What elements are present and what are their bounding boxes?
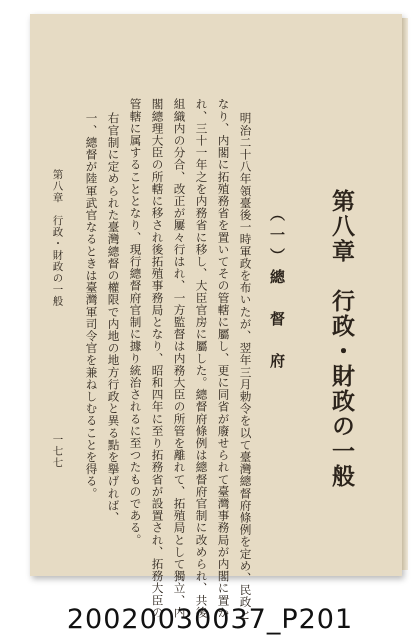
paragraph-line: 組織内の分合、改正が屢々行はれ、一方監督は内務大臣の所管を離れて、拓殖局として獨立、内 [172, 98, 187, 619]
running-footer: 第八章 行政・財政の一般 [51, 169, 64, 307]
paragraph-line: 右官制に定められた臺灣總督の權限で内地の地方行政と異る點を擧げれば、 [106, 112, 121, 524]
paragraph-line: なり、内閣に拓殖務省を置いてその管轄に屬し、更に同省が廢せられて臺灣事務局が内閣に置か [216, 98, 231, 619]
image-caption: 20020030037_P201 [66, 603, 354, 635]
paragraph-line: 明治二十八年領臺後一時軍政を布いたが、翌年三月勅令を以て臺灣總督府條例を定め、民政と [238, 112, 253, 621]
chapter-title: 第八章 行政・財政の一般 [328, 189, 355, 489]
paragraph-line: れ、三十一年之を内務省に移し、大臣官房に屬した。總督府條例は總督府官制に改められ、共後 [194, 98, 209, 619]
paragraph-line: 管轄に属することとなり、現行總督府官制に據り統治されるに至つたものである。 [128, 98, 143, 546]
paragraph-line: 一、總督が陸軍武官なるときは臺灣軍司令官を兼ねしむることを得る。 [84, 112, 99, 500]
section-title: （一）總 督 府 [268, 206, 286, 374]
page-number: 一七七 [51, 434, 64, 469]
paragraph-line: 閣總理大臣の所轄に移され後拓殖事務局となり、昭和四年に至り拓務省が設置され、拓務大臣の [150, 98, 165, 619]
